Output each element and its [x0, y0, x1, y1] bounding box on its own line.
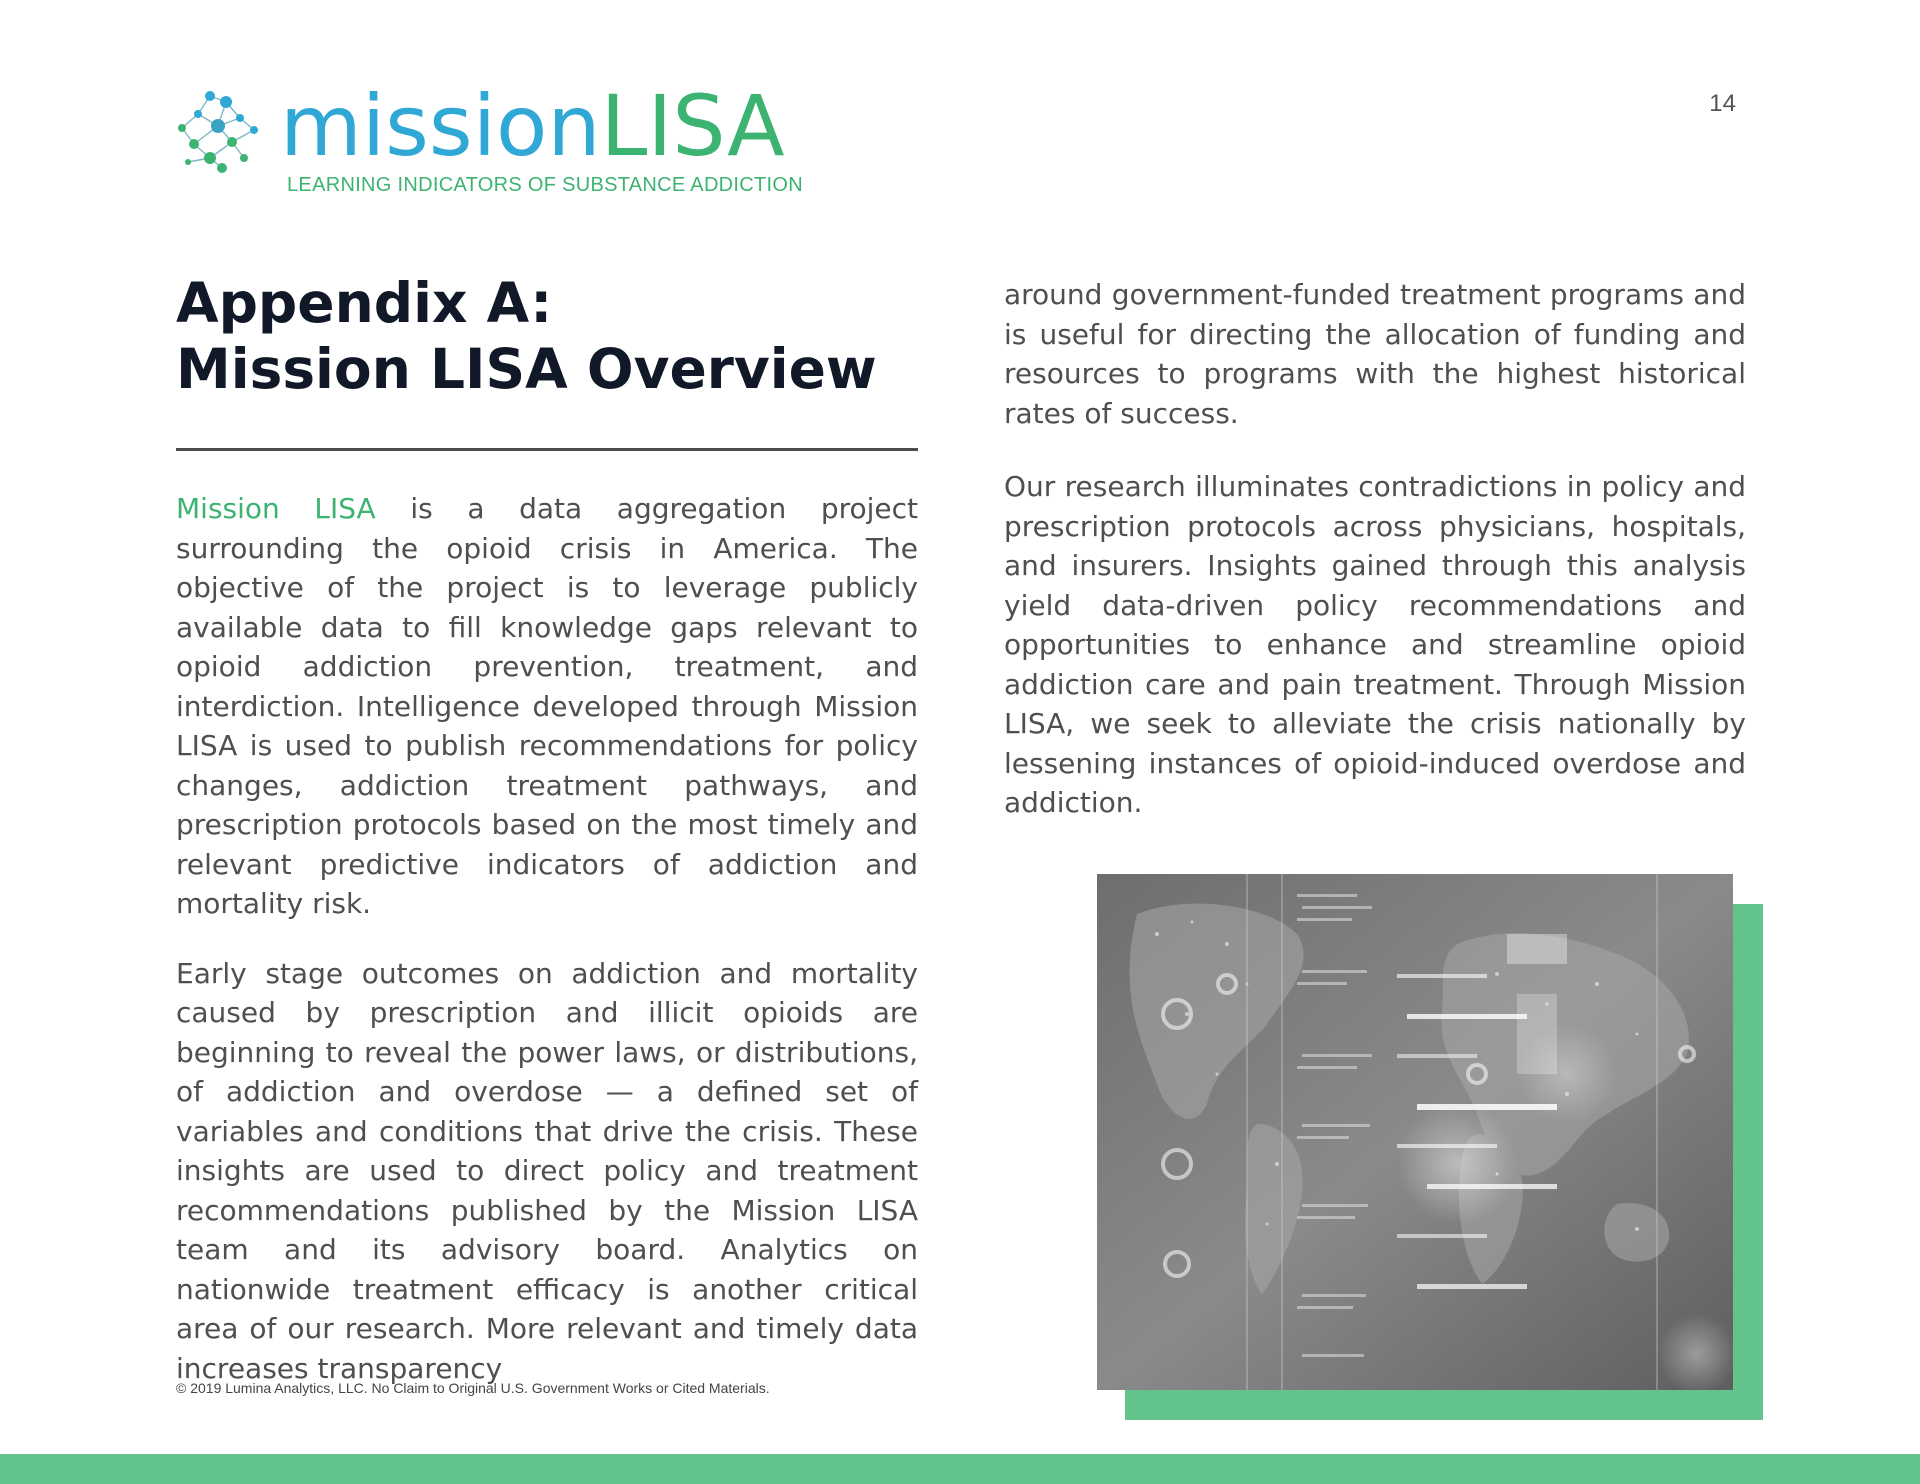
data-world-map-photo	[1097, 874, 1733, 1390]
logo-wordmark	[280, 76, 785, 176]
logo-word-mission: mission	[280, 77, 601, 175]
research-paragraph: Our research illuminates contradictions in policy and prescription protocols across physicians, hospitals, and insurers. Insights gained through this analysis yield data-driven policy recommendations and opportunities to enhance and streamline opioid addiction care and pain treatment. Through Mission LISA, we seek to alleviate the crisis nationally by lessening instances of opioid-induced overdose and addiction.	[1004, 470, 1746, 819]
copyright-notice: © 2019 Lumina Analytics, LLC. No Claim to Original U.S. Government Works or Cited Materials.	[176, 1380, 770, 1396]
page-title-line-2: Mission LISA Overview	[176, 337, 877, 401]
continuation-paragraph: around government-funded treatment programs and is useful for directing the allocation of funding and resources to programs with the highest historical rates of success.	[1004, 278, 1746, 430]
page-title	[176, 270, 936, 402]
mission-lisa-logo	[174, 77, 874, 208]
footer-accent-bar	[0, 1454, 1920, 1484]
page-number: 14	[1709, 90, 1736, 117]
outcomes-paragraph: Early stage outcomes on addiction and mortality caused by prescription and illicit opioids are beginning to reveal the power laws, or distributions, of addiction and overdose — a defined set of variables and conditions that drive the crisis. These insights are used to direct policy and treatment recommendations published by the Mission LISA team and its advisory board. Analytics on nationwide treatment efficacy is another critical area of our research. More relevant and timely data increases transparency	[176, 956, 918, 1385]
mission-lisa-highlight: Mission LISA	[176, 492, 376, 525]
network-molecule-icon	[174, 88, 260, 174]
right-text-column	[1004, 275, 1746, 823]
title-divider	[176, 448, 918, 451]
logo-tagline: LEARNING INDICATORS OF SUBSTANCE ADDICTION	[287, 174, 803, 196]
left-text-column	[176, 489, 918, 1388]
page-title-line-1: Appendix A:	[176, 271, 553, 335]
intro-paragraph-text: is a data aggregation project surrounding the opioid crisis in America. The objective of the project is to leverage publicly available data to fill knowledge gaps relevant to opioid addiction prevention, treatment, and interdiction. Intelligence developed through Mission LISA is used to publish recommendations for policy changes, addiction treatment pathways, and prescription protocols based on the most timely and relevant predictive indicators of addiction and mortality risk.	[176, 492, 918, 920]
data-world-map-graphic	[1097, 874, 1733, 1390]
logo-word-lisa: LISA	[600, 77, 785, 175]
feature-image-block	[1097, 874, 1763, 1420]
intro-paragraph	[176, 489, 918, 924]
